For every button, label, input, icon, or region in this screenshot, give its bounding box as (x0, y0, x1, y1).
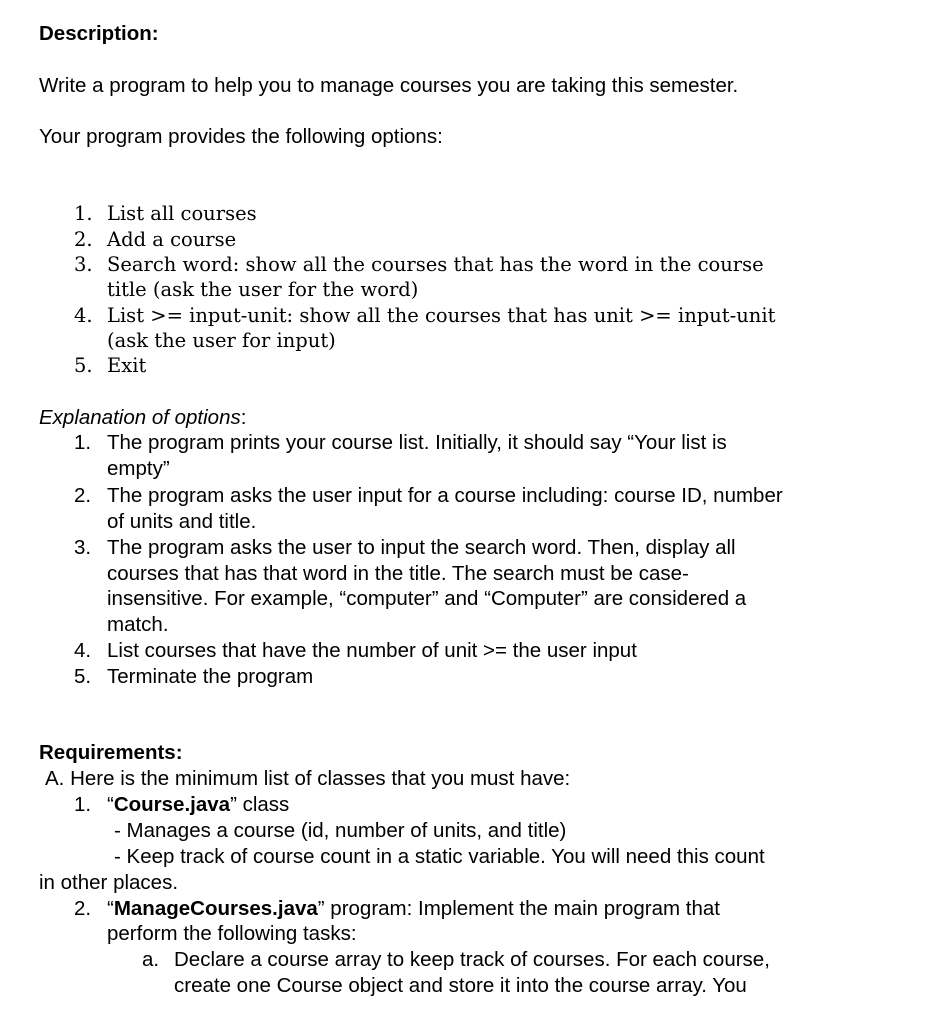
explanation-text-cont: empty” (107, 457, 170, 480)
requirement-number: 2. (74, 897, 92, 920)
requirement-line-2: perform the following tasks: (107, 922, 357, 945)
description-line-2: Your program provides the following options: (39, 125, 443, 148)
option-text-cont: title (ask the user for the word) (107, 278, 419, 301)
explanation-text-cont: courses that has that word in the title. The search must be case- (107, 562, 689, 585)
description-heading: Description: (39, 22, 159, 45)
explanation-text-cont: match. (107, 613, 169, 636)
explanation-text-cont: insensitive. For example, “computer” and “Computer” are considered a (107, 587, 747, 610)
class-name: Course.java (113, 793, 231, 816)
explanation-text: The program asks the user to input the search word. Then, display all (107, 536, 736, 559)
description-line-1: Write a program to help you to manage courses you are taking this semester. (39, 74, 739, 97)
explanation-heading (39, 406, 246, 430)
sub-item-text: Declare a course array to keep track of courses. For each course, (174, 948, 770, 971)
explanation-number: 2. (74, 484, 92, 507)
requirement-continuation: in other places. (39, 871, 179, 894)
sub-item-text-cont: create one Course object and store it into the course array. You (174, 974, 747, 997)
explanation-number: 4. (74, 639, 92, 662)
explanation-heading-text: Explanation of options (39, 406, 241, 429)
requirement-number: 1. (74, 793, 92, 816)
option-text: Exit (107, 354, 147, 377)
option-text: Search word: show all the courses that has the word in the course (107, 253, 764, 276)
explanation-number: 3. (74, 536, 92, 559)
option-number: 4. (74, 304, 93, 327)
option-number: 5. (74, 354, 93, 377)
requirement-sub-line: - Manages a course (id, number of units, and title) (114, 819, 567, 842)
requirement-rest: ” program: Implement the main program that (317, 897, 720, 920)
open-quote: “ (107, 897, 114, 920)
requirement-sub-line: - Keep track of course count in a static variable. You will need this count (114, 845, 765, 868)
requirements-a-line: A. Here is the minimum list of classes that you must have: (45, 767, 571, 790)
option-number: 1. (74, 202, 93, 225)
option-text: List all courses (107, 202, 257, 225)
explanation-text: List courses that have the number of unit >= the user input (107, 639, 637, 662)
option-text-cont: (ask the user for input) (107, 329, 336, 352)
explanation-text: The program asks the user input for a course including: course ID, number (107, 484, 783, 507)
explanation-heading-colon: : (240, 406, 247, 429)
program-name: ManageCourses.java (113, 897, 318, 920)
explanation-text: Terminate the program (107, 665, 314, 688)
explanation-text: The program prints your course list. Initially, it should say “Your list is (107, 431, 727, 454)
requirement-item-1 (107, 793, 289, 817)
explanation-text-cont: of units and title. (107, 510, 257, 533)
requirements-heading: Requirements: (39, 741, 183, 764)
option-number: 2. (74, 228, 93, 251)
explanation-number: 5. (74, 665, 92, 688)
sub-item-label: a. (142, 948, 160, 971)
explanation-number: 1. (74, 431, 92, 454)
open-quote: “ (107, 793, 114, 816)
requirement-rest: ” class (230, 793, 290, 816)
option-text: List >= input-unit: show all the courses that has unit >= input-unit (107, 304, 776, 327)
requirement-item-2 (107, 897, 720, 921)
option-number: 3. (74, 253, 93, 276)
option-text: Add a course (107, 228, 237, 251)
